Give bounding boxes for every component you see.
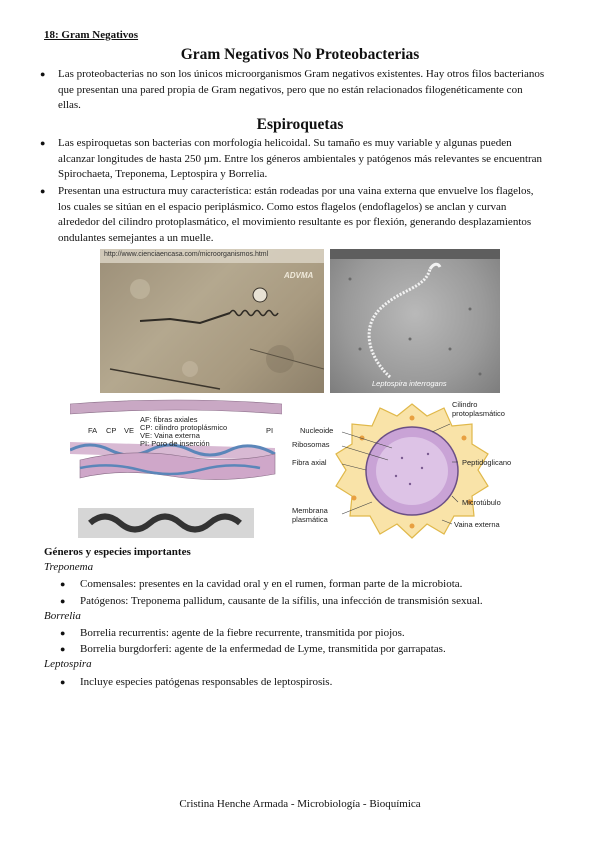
label-ribosomas: Ribosomas: [292, 440, 330, 449]
bullet-icon: ●: [60, 644, 66, 654]
photo-2-caption: Leptospira interrogans: [372, 379, 447, 388]
intro-paragraph: [40, 67, 548, 114]
bullet-icon: ●: [60, 579, 66, 589]
genus-treponema: Treponema: [44, 561, 94, 573]
genus-borrelia: Borrelia: [44, 610, 81, 622]
bullet-icon: ●: [40, 138, 46, 148]
diagram-tag-cp: CP: [106, 426, 117, 435]
label-membrana: Membrana plasmática: [292, 506, 328, 524]
diagram-tag-fa: FA: [88, 426, 98, 435]
bullet-text-2: Presentan una estructura muy característica: están rodeadas por una vaina externa que envuelve los flagelos, los cuales se sitúan en el espacio periplásmico. Como estos flagelos (endoflagelos) se anclan y curvan alrededor del cilindro protoplasmático, el movimiento resultante es por flexión, generando desplazamientos ondulantes semejantes a un muelle.: [58, 185, 534, 244]
genus-leptospira: Leptospira: [44, 658, 92, 670]
bullet-icon: ●: [60, 596, 66, 606]
label-cilindro: Cilindro protoplasmático: [452, 400, 505, 418]
list-item: ● Borrelia burgdorferi: agente de la enfermedad de Lyme, transmitida por garrapatas.: [60, 643, 446, 655]
section-title-gram-negativos: Gram Negativos No Proteobacterias: [180, 46, 420, 63]
spirochete-structure-diagram: [70, 398, 282, 542]
photo-1-caption: http://www.cienciaencasa.com/microorganismos.html: [104, 251, 269, 258]
genera-heading: Géneros y especies importantes: [44, 546, 191, 558]
diagram-tag-ve: VE: [124, 426, 135, 435]
bullet-text-1: Las espiroquetas son bacterias con morfología helicoidal. Su tamaño es muy variable y algunas pueden alcanzar longitudes de hasta 250 µm. Entre los géneros ambientales y patógenos más relevantes se encuentran Spirochaeta, Treponema, Leptospira y Borrelia.: [58, 137, 543, 180]
photo-1-logo: ADVMA: [284, 271, 314, 280]
diagram-tag-pi: PI: [266, 426, 274, 435]
diagram-legend: AF: fibras axiales CP: cilindro protoplásmico VE: Vaina externa PI: Poro de inserción: [140, 415, 228, 448]
cross-section-diagram: [292, 398, 542, 542]
label-microtubulo: Microtúbulo: [462, 498, 501, 507]
label-vaina-externa: Vaina externa: [454, 520, 500, 529]
label-nucleoide: Nucleoide: [300, 426, 334, 435]
bullet-icon: ●: [60, 677, 66, 687]
document-header: 18: Gram Negativos: [44, 29, 139, 41]
list-item: ● Incluye especies patógenas responsables de leptospirosis.: [60, 676, 333, 688]
list-item: ● Patógenos: Treponema pallidum, causante de la sífilis, una infección de transmisión sexual.: [60, 595, 483, 607]
list-item: ● Comensales: presentes en la cavidad oral y en el rumen, forman parte de la microbiota.: [60, 578, 463, 590]
bullet-paragraph-2: [40, 184, 548, 246]
page-footer: Cristina Henche Armada - Microbiología - Bioquímica: [179, 798, 421, 810]
micrograph-photo-1: [100, 249, 324, 393]
section-title-espiroquetas: Espiroquetas: [256, 116, 344, 133]
bullet-paragraph-1: [40, 136, 548, 183]
leptospira-sem-image: [330, 249, 500, 393]
label-fibra-axial: Fibra axial: [292, 458, 327, 467]
bullet-icon: ●: [40, 186, 46, 196]
intro-text: Las proteobacterias no son los únicos microorganismos Gram negativos existentes. Hay otros filos bacterianos que presentan una pared propia de Gram negativos, pero que no están relacionados filogenéticamente con ellas.: [58, 68, 545, 111]
micrograph-photo-2: [330, 249, 500, 393]
bullet-icon: ●: [60, 628, 66, 638]
bullet-icon: ●: [40, 69, 46, 79]
list-item: ● Borrelia recurrentis: agente de la fiebre recurrente, transmitida por piojos.: [60, 627, 405, 639]
label-peptidoglicano: Peptidoglicano: [462, 458, 512, 467]
